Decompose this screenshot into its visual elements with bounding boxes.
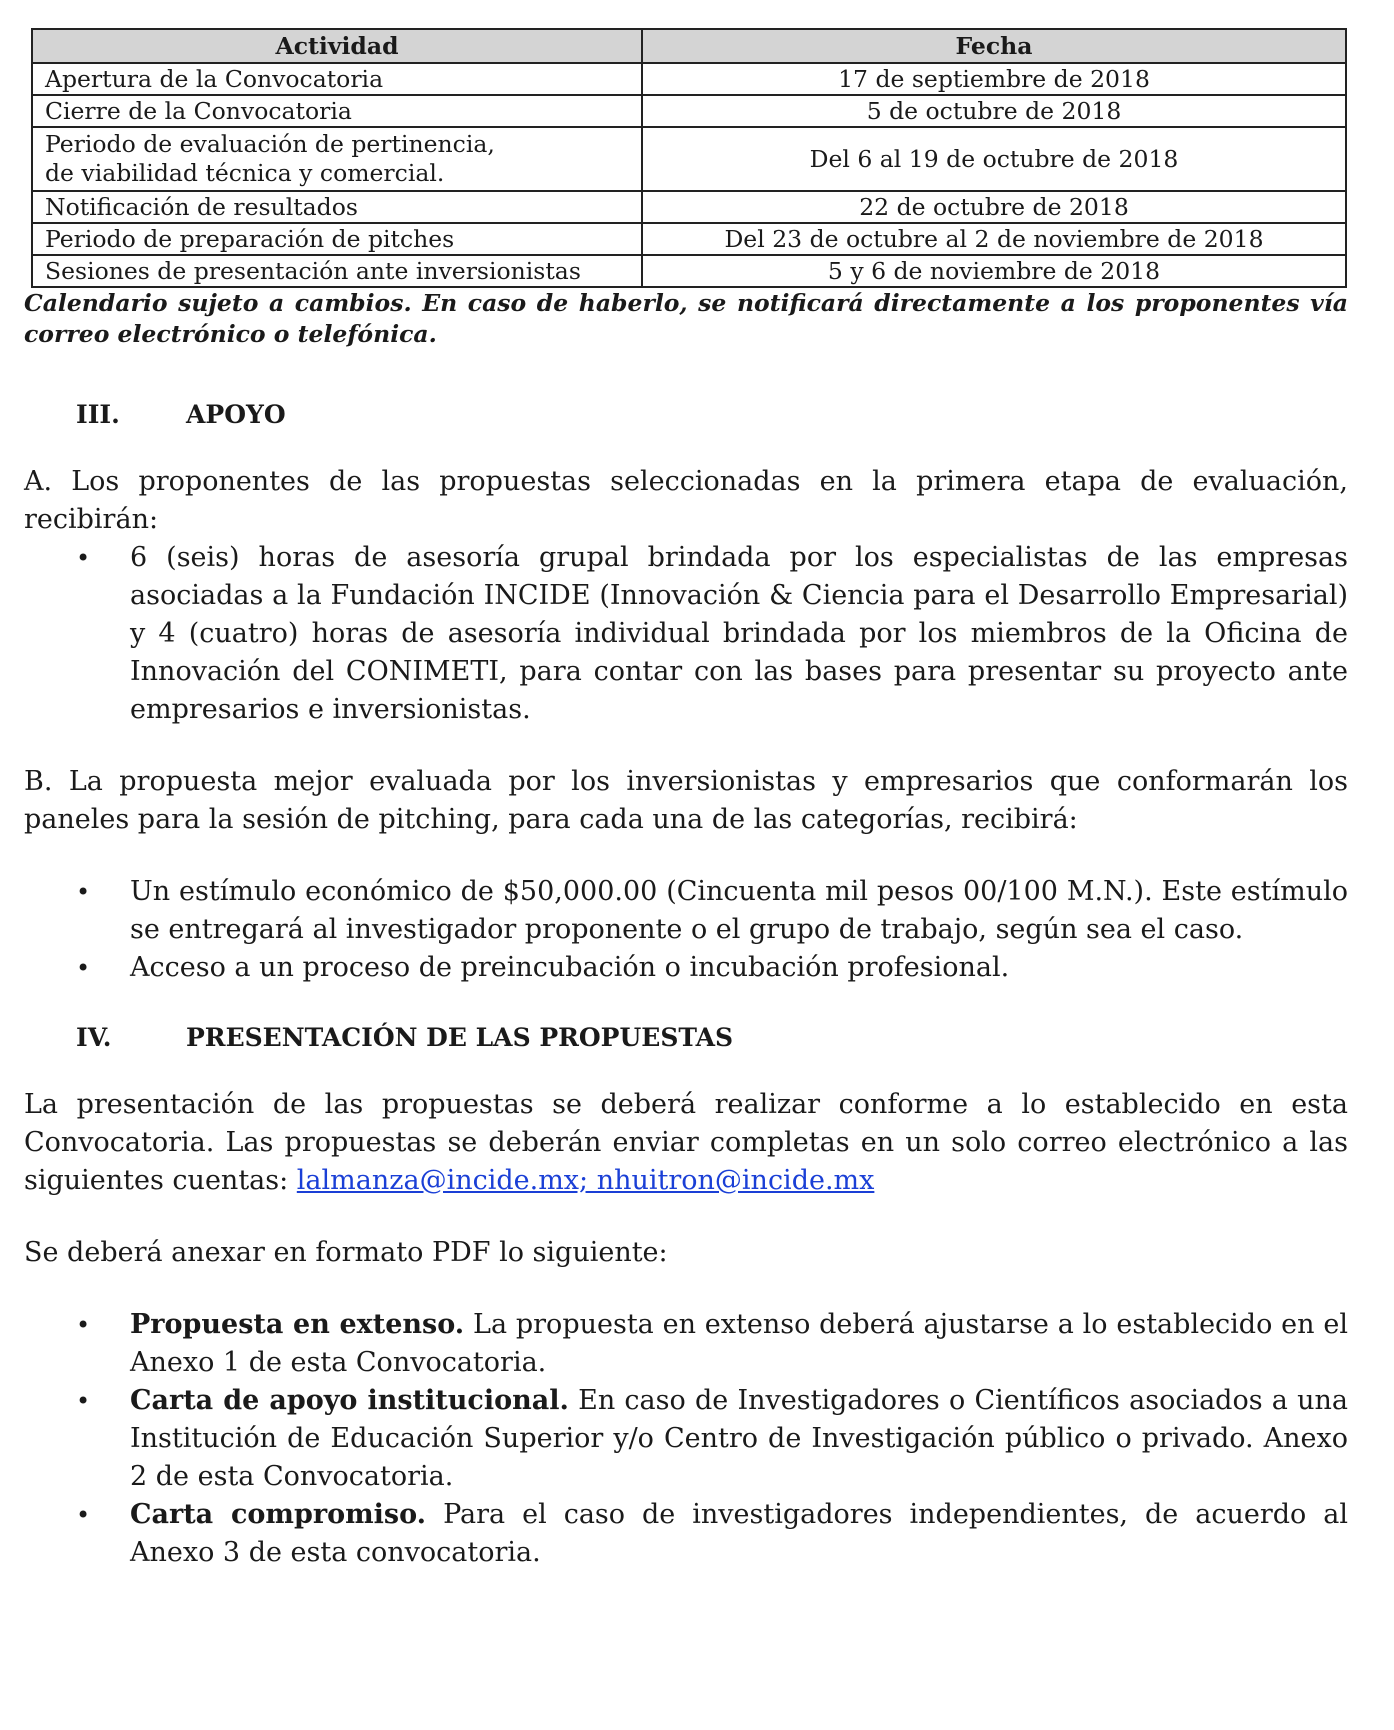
document-page <box>24 28 1348 1572</box>
section-heading-apoyo <box>76 400 1348 429</box>
table-row <box>32 63 1346 95</box>
bullet-icon: • <box>76 544 91 572</box>
bullet-icon: • <box>76 878 91 906</box>
header-activity: Actividad <box>32 29 642 63</box>
table-row <box>32 95 1346 127</box>
bullet-icon: • <box>76 1387 91 1415</box>
list-item <box>24 1496 1348 1572</box>
header-date: Fecha <box>642 29 1346 63</box>
section-number: III. <box>76 400 120 429</box>
item-title: Propuesta en extenso. <box>130 1309 465 1340</box>
activity-cell <box>32 127 642 191</box>
list-item <box>24 1382 1348 1496</box>
item-title: Carta compromiso. <box>130 1499 427 1530</box>
table-header-row <box>32 29 1346 63</box>
table-row <box>32 223 1346 255</box>
calendar-note: Calendario sujeto a cambios. En caso de haberlo, se notificará directamente a los proponentes vía correo electrónico o telefónica. <box>24 289 1348 348</box>
item-text: En caso de Investigadores o Científicos asociados a una Institución de Educación Superior y/o Centro de Investigación público o privado. Anexo 2 de esta Convocatoria. <box>130 1385 1349 1492</box>
bullet-icon: • <box>76 1501 91 1529</box>
activity-line: Periodo de evaluación de pertinencia, <box>45 130 495 158</box>
list-item-text: Acceso a un proceso de preincubación o incubación profesional. <box>130 952 1010 983</box>
table-row <box>32 255 1346 287</box>
item-text: La propuesta en extenso deberá ajustarse a lo establecido en el Anexo 1 de esta Convocatoria. <box>130 1309 1348 1378</box>
section-title: APOYO <box>186 400 286 429</box>
list-item <box>24 539 1348 729</box>
list-item <box>24 1306 1348 1382</box>
table-row <box>32 191 1346 223</box>
date-cell: 5 de octubre de 2018 <box>642 95 1346 127</box>
section-title: PRESENTACIÓN DE LAS PROPUESTAS <box>186 1023 734 1052</box>
activity-cell: Apertura de la Convocatoria <box>32 63 642 95</box>
activity-cell: Periodo de preparación de pitches <box>32 223 642 255</box>
email-link[interactable]: lalmanza@incide.mx; nhuitron@incide.mx <box>296 1165 875 1196</box>
paragraph-a: A. Los proponentes de las propuestas seleccionadas en la primera etapa de evaluación, recibirán: <box>24 466 1348 535</box>
list-item <box>24 949 1348 987</box>
list-item <box>24 873 1348 949</box>
date-cell: Del 6 al 19 de octubre de 2018 <box>642 127 1346 191</box>
paragraph-b: B. La propuesta mejor evaluada por los inversionistas y empresarios que conformarán los paneles para la sesión de pitching, para cada una de las categorías, recibirá: <box>24 766 1348 835</box>
section-number: IV. <box>76 1023 112 1052</box>
bullet-list-b <box>24 873 1348 987</box>
activity-cell: Sesiones de presentación ante inversionistas <box>32 255 642 287</box>
paragraph-presentation <box>24 1086 1348 1200</box>
paragraph-text: La presentación de las propuestas se deberá realizar conforme a lo establecido en esta Convocatoria. Las propuestas se deberán enviar completas en un solo correo electrónico a las siguientes cuentas: <box>24 1089 1348 1196</box>
date-cell: 17 de septiembre de 2018 <box>642 63 1346 95</box>
activity-cell: Cierre de la Convocatoria <box>32 95 642 127</box>
list-item-text: Un estímulo económico de $50,000.00 (Cincuenta mil pesos 00/100 M.N.). Este estímulo se entregará al investigador proponente o el grupo de trabajo, según sea el caso. <box>130 876 1348 945</box>
date-cell: 5 y 6 de noviembre de 2018 <box>642 255 1346 287</box>
table-row <box>32 127 1346 191</box>
activity-line: de viabilidad técnica y comercial. <box>45 159 445 187</box>
item-title: Carta de apoyo institucional. <box>130 1385 569 1416</box>
activity-cell: Notificación de resultados <box>32 191 642 223</box>
bullet-list-a <box>24 539 1348 729</box>
paragraph-annex: Se deberá anexar en formato PDF lo siguiente: <box>24 1237 668 1268</box>
bullet-list-documents <box>24 1306 1348 1572</box>
date-cell: 22 de octubre de 2018 <box>642 191 1346 223</box>
item-text: Para el caso de investigadores independientes, de acuerdo al Anexo 3 de esta convocatoria. <box>130 1499 1349 1568</box>
bullet-icon: • <box>76 1311 91 1339</box>
section-heading-presentacion <box>76 1023 1348 1052</box>
list-item-text: 6 (seis) horas de asesoría grupal brindada por los especialistas de las empresas asociadas a la Fundación INCIDE (Innovación & Ciencia para el Desarrollo Empresarial) y 4 (cuatro) horas de asesoría individual brindada por los miembros de la Oficina de Innovación del CONIMETI, para contar con las bases para presentar su proyecto ante empresarios e inversionistas. <box>130 542 1348 725</box>
date-cell: Del 23 de octubre al 2 de noviembre de 2018 <box>642 223 1346 255</box>
bullet-icon: • <box>76 954 91 982</box>
schedule-table <box>31 28 1347 288</box>
